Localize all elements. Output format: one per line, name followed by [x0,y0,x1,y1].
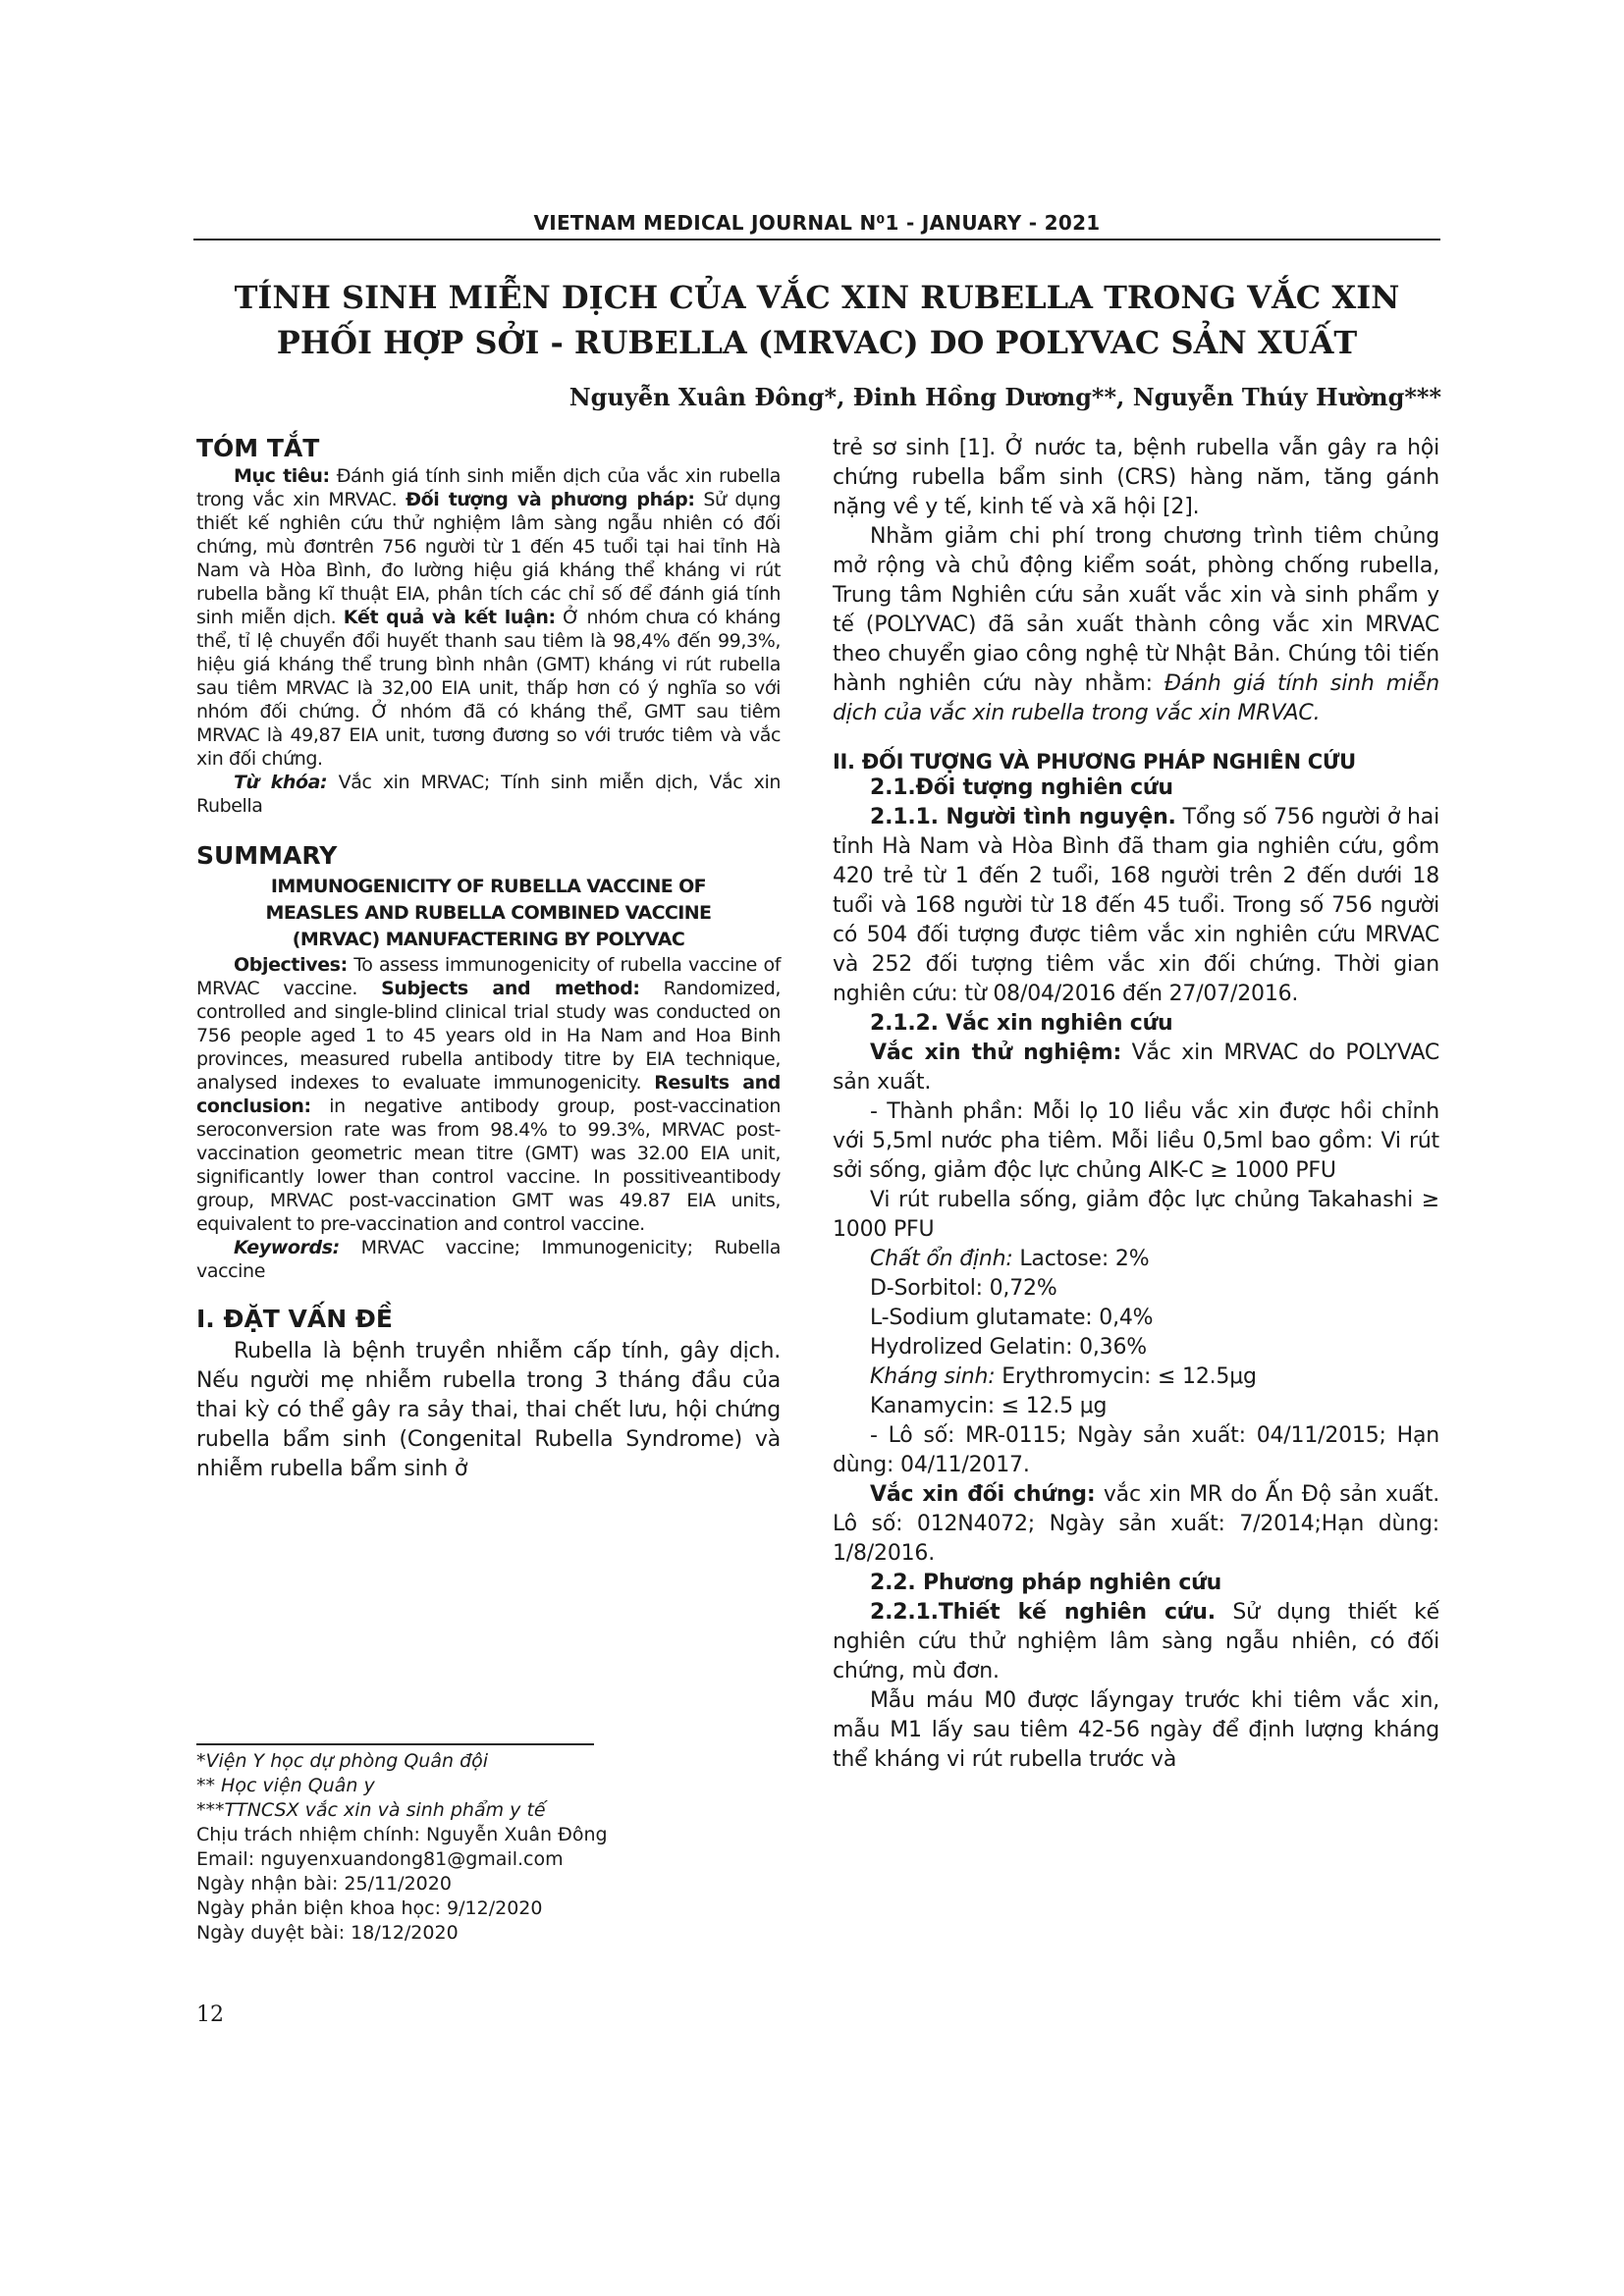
tom-tat-heading: TÓM TẮT [196,434,320,462]
intro-paragraph-2 [833,522,1439,728]
intro-paragraph-1: Rubella là bệnh truyền nhiễm cấp tính, gây dịch. Nếu người mẹ nhiễm rubella trong 3 tháng đầu của thai kỳ có thể gây ra sảy thai, thai chết lưu, hội chứng rubella bẩm sinh (Congenital Rubella Syndrome) và nhiễm rubella bẩm sinh ở [196,1339,781,1481]
affiliation-1: *Viện Y học dự phòng Quân đội [196,1750,489,1772]
volunteers-label: 2.1.1. Người tình nguyện. [870,805,1176,829]
en-keywords-text: MRVAC vaccine; Immunogenicity; Rubella vaccine [196,1237,781,1282]
section-2-1-2-heading: 2.1.2. Vắc xin nghiên cứu [870,1011,1173,1036]
intro-heading: I. ĐẶT VẤN ĐỀ [196,1305,393,1333]
lot-line: - Lô số: MR-0115; Ngày sản xuất: 04/11/2015; Hạn dùng: 04/11/2017. [833,1423,1439,1477]
design-paragraph [833,1598,1439,1686]
title-line-1: TÍNH SINH MIỄN DỊCH CỦA VẮC XIN RUBELLA TRONG VẮC XIN [234,279,1400,316]
objectives-text: To assess immunogenicity of rubella vaccine of MRVAC vaccine. [196,954,781,999]
antibiotic-text: Erythromycin: ≤ 12.5μg [995,1364,1257,1389]
stabilizer-label: Chất ổn định: [870,1247,1013,1271]
en-keywords-label: Keywords: [234,1237,340,1258]
result-text: Ở nhóm chưa có kháng thể, tỉ lệ chuyển đổi huyết thanh sau tiêm là 98,4% đến 99,3%, hiệu giá kháng thể trung bình nhân (GMT) kháng vi rút rubella sau tiêm MRVAC là 32,00 EIA unit, thấp hơn có ý nghĩa so với nhóm đối chứng. Ở nhóm đã có kháng thể, GMT sau tiêm MRVAC là 49,87 EIA unit, tương đương so với trước tiêm và vắc xin đối chứng. [196,607,781,770]
trial-vaccine-label: Vắc xin thử nghiệm: [870,1041,1122,1065]
english-title: IMMUNOGENICITY OF RUBELLA VACCINE OF MEASLES AND RUBELLA COMBINED VACCINE (MRVAC) MANUFACTERING BY POLYVAC [265,876,712,950]
method-label: Đối tượng và phương pháp: [406,489,695,510]
affiliation-3: ***TTNCSX vắc xin và sinh phẩm y tế [196,1799,546,1821]
control-vaccine-paragraph [833,1480,1439,1569]
methods-heading: II. ĐỐI TƯỢNG VÀ PHƯƠNG PHÁP NGHIÊN CỨU [833,750,1356,774]
volunteers-text: Tổng số 756 người ở hai tỉnh Hà Nam và Hòa Bình đã tham gia nghiên cứu, gồm 420 trẻ từ 1 đến 2 tuổi, 168 người trên 2 đến dưới 18 tuổi và 168 người từ 18 đến 45 tuổi. Trong số 756 người có 504 đối tượng được tiêm vắc xin nghiên cứu MRVAC và 252 đối tượng tiêm vắc xin đối chứng. Thời gian nghiên cứu: từ 08/04/2016 đến 27/07/2016. [833,805,1439,1006]
keywords-label: Từ khóa: [234,772,328,793]
section-2-2-heading: 2.2. Phương pháp nghiên cứu [870,1571,1222,1595]
section-2-1-heading: 2.1.Đối tượng nghiên cứu [870,775,1173,800]
kanamycin-line: Kanamycin: ≤ 12.5 μg [870,1394,1108,1418]
page-number: 12 [196,2002,224,2027]
subjects-text: Randomized, controlled and single-blind clinical trial study was conducted on 756 people aged 1 to 45 years old in Ha Nam and Hoa Binh provinces, measured rubella antibody titre by EIA technique, analysed indexes to evaluate immunogenicity. [196,978,781,1094]
study-aim: Đánh giá tính sinh miễn dịch của vắc xin rubella trong vắc xin MRVAC. [833,671,1439,725]
design-text: Sử dụng thiết kế nghiên cứu thử nghiệm lâm sàng ngẫu nhiên, có đối chứng, mù đơn. [833,1600,1439,1683]
footnotes [196,1749,781,1946]
intro-paragraph-2-text: Nhằm giảm chi phí trong chương trình tiêm chủng mở rộng và chủ động kiểm soát, phòng chống rubella, Trung tâm Nghiên cứu sản xuất vắc xin và sinh phẩm y tế (POLYVAC) đã sản xuất thành công vắc xin MRVAC theo chuyển giao công nghệ từ Nhật Bản. Chúng tôi tiến hành nghiên cứu này nhằm: [833,524,1439,696]
stabilizer-line [833,1245,1439,1274]
tom-tat-keywords [196,771,781,818]
date-accepted: Ngày duyệt bài: 18/12/2020 [196,1922,459,1944]
gelatin-line: Hydrolized Gelatin: 0,36% [870,1335,1147,1360]
results-label: Results and conclusion: [196,1072,782,1117]
keywords-text: Vắc xin MRVAC; Tính sinh miễn dịch, Vắc xin Rubella [196,772,781,817]
antibiotic-label: Kháng sinh: [870,1364,996,1389]
footnote-rule [196,1743,594,1745]
design-label: 2.2.1.Thiết kế nghiên cứu. [870,1600,1216,1625]
sorbitol-line: D-Sorbitol: 0,72% [870,1276,1057,1301]
rubella-strain-paragraph: Vi rút rubella sống, giảm độc lực chủng Takahashi ≥ 1000 PFU [833,1188,1439,1242]
result-label: Kết quả và kết luận: [343,607,556,628]
date-received: Ngày nhận bài: 25/11/2020 [196,1873,452,1895]
sampling-paragraph: Mẫu máu M0 được lấyngay trước khi tiêm vắc xin, mẫu M1 lấy sau tiêm 42-56 ngày để định lượng kháng thể kháng vi rút rubella trước và [833,1688,1439,1772]
summary-body [196,953,781,1236]
summary-heading: SUMMARY [196,841,338,870]
date-reviewed: Ngày phản biện khoa học: 9/12/2020 [196,1897,543,1919]
intro-paragraph-1-cont: trẻ sơ sinh [1]. Ở nước ta, bệnh rubella vẫn gây ra hội chứng rubella bẩm sinh (CRS) hàng năm, tăng gánh nặng về y tế, kinh tế và xã hội [2]. [833,436,1439,519]
title-line-2: PHỐI HỢP SỞI - RUBELLA (MRVAC) DO POLYVAC SẢN XUẤT [276,324,1358,361]
running-header: VIETNAM MEDICAL JOURNAL N⁰1 - JANUARY - 2021 [533,211,1101,235]
antibiotic-line [833,1362,1439,1392]
right-column [833,434,1439,1775]
trial-vaccine-paragraph [833,1039,1439,1097]
volunteers-paragraph [833,803,1439,1009]
objectives-label: Objectives: [234,954,348,976]
composition-paragraph: - Thành phần: Mỗi lọ 10 liều vắc xin được hồi chỉnh với 5,5ml nước pha tiêm. Mỗi liều 0,5ml bao gồm: Vi rút sởi sống, giảm độc lực chủng AIK-C ≥ 1000 PFU [833,1099,1439,1183]
author-email: Email: nguyenxuandong81@gmail.com [196,1848,564,1870]
results-text: in negative antibody group, post-vaccination seroconversion rate was from 98.4% to 99.3%, MRVAC post-vaccination geometric mean titre (GMT) was 32.00 EIA unit, significantly lower than control vaccine. In possitiveantibody group, MRVAC post-vaccination GMT was 49.87 EIA units, equivalent to pre-vaccination and control vaccine. [196,1095,781,1235]
stabilizer-text: Lactose: 2% [1012,1247,1150,1271]
article-title [193,275,1440,365]
responsible-author: Chịu trách nhiệm chính: Nguyễn Xuân Đông [196,1824,608,1845]
left-column [196,434,781,1484]
objective-label: Mục tiêu: [234,465,330,487]
tom-tat-body [196,464,781,771]
header-rule [193,239,1440,240]
subjects-label: Subjects and method: [381,978,640,999]
control-vaccine-text: vắc xin MR do Ấn Độ sản xuất. Lô số: 012N4072; Ngày sản xuất: 7/2014;Hạn dùng: 1/8/2016. [833,1482,1439,1566]
summary-keywords [196,1236,781,1283]
method-text: Sử dụng thiết kế nghiên cứu thử nghiệm lâm sàng ngẫu nhiên có đối chứng, mù đơntrên 756 người từ 1 đến 45 tuổi tại hai tỉnh Hà Nam và Hòa Bình, đo lường hiệu giá kháng thể kháng vi rút rubella bằng kĩ thuật EIA, phân tích các chỉ số để đánh giá tính sinh miễn dịch. [196,489,782,628]
control-vaccine-label: Vắc xin đối chứng: [870,1482,1096,1507]
authors: Nguyễn Xuân Đông*, Đinh Hồng Dương**, Nguyễn Thúy Hường*** [568,383,1441,411]
affiliation-2: ** Học viện Quân y [196,1775,375,1796]
objective-text: Đánh giá tính sinh miễn dịch của vắc xin rubella trong vắc xin MRVAC. [196,465,781,510]
glutamate-line: L-Sodium glutamate: 0,4% [870,1306,1154,1330]
trial-vaccine-text: Vắc xin MRVAC do POLYVAC sản xuất. [833,1041,1439,1095]
